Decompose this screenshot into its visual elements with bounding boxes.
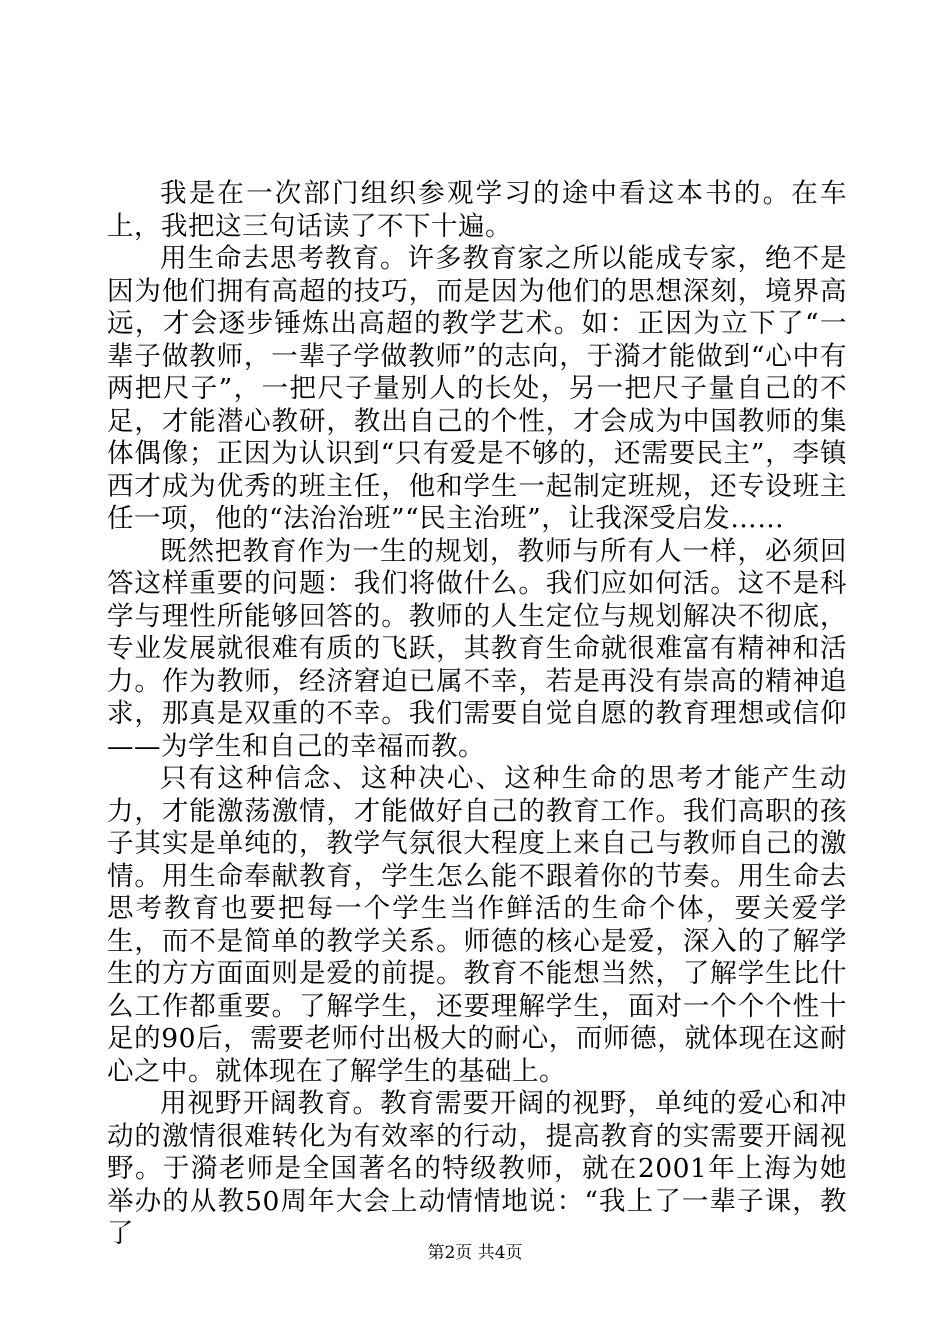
paragraph: 既然把教育作为一生的规划，教师与所有人一样，必须回答这样重要的问题：我们将做什么。我们应如何活。这不是科学与理性所能够回答的。教师的人生定位与规划解决不彻底，专业发展就很难有质的飞跃，其教育生命就很难富有精神和活力。作为教师，经济窘迫已属不幸，若是再没有崇高的精神追求，那真是双重的不幸。我们需要自觉自愿的教育理想或信仰——为学生和自己的幸福而教。 [107,535,847,762]
page-number: 第2页 共4页 [427,1243,523,1263]
paragraph: 用生命去思考教育。许多教育家之所以能成专家，绝不是因为他们拥有高超的技巧，而是因为他们的思想深刻，境界高远，才会逐步锤炼出高超的教学艺术。如：正因为立下了“一辈子做教师，一辈子学做教师”的志向，于漪才能做到“心中有两把尺子”，一把尺子量别人的长处，另一把尺子量自己的不足，才能潜心教研，教出自己的个性，才会成为中国教师的集体偶像；正因为认识到“只有爱是不够的，还需要民主”，李镇西才成为优秀的班主任，他和学生一起制定班规，还专设班主任一项，他的“法治治班”“民主治班”，让我深受启发…… [107,243,847,534]
paragraph: 我是在一次部门组织参观学习的途中看这本书的。在车上，我把这三句话读了不下十遍。 [107,178,847,242]
paragraph: 只有这种信念、这种决心、这种生命的思考才能产生动力，才能激荡激情，才能做好自己的教育工作。我们高职的孩子其实是单纯的，教学气氛很大程度上来自己与教师自己的激情。用生命奉献教育，学生怎么能不跟着你的节奏。用生命去思考教育也要把每一个学生当作鲜活的生命个体，要关爱学生，而不是简单的教学关系。师德的核心是爱，深入的了解学生的方方面面则是爱的前提。教育不能想当然，了解学生比什么工作都重要。了解学生，还要理解学生，面对一个个个性十足的90后，需要老师付出极大的耐心，而师德，就体现在这耐心之中。就体现在了解学生的基础上。 [107,763,847,1087]
document-body [107,178,847,1251]
paragraph: 用视野开阔教育。教育需要开阔的视野，单纯的爱心和冲动的激情很难转化为有效率的行动，提高教育的实需要开阔视野。于漪老师是全国著名的特级教师，就在2001年上海为她举办的从教50周年大会上动情情地说：“我上了一辈子课，教了 [107,1088,847,1249]
page-footer [0,1242,950,1264]
